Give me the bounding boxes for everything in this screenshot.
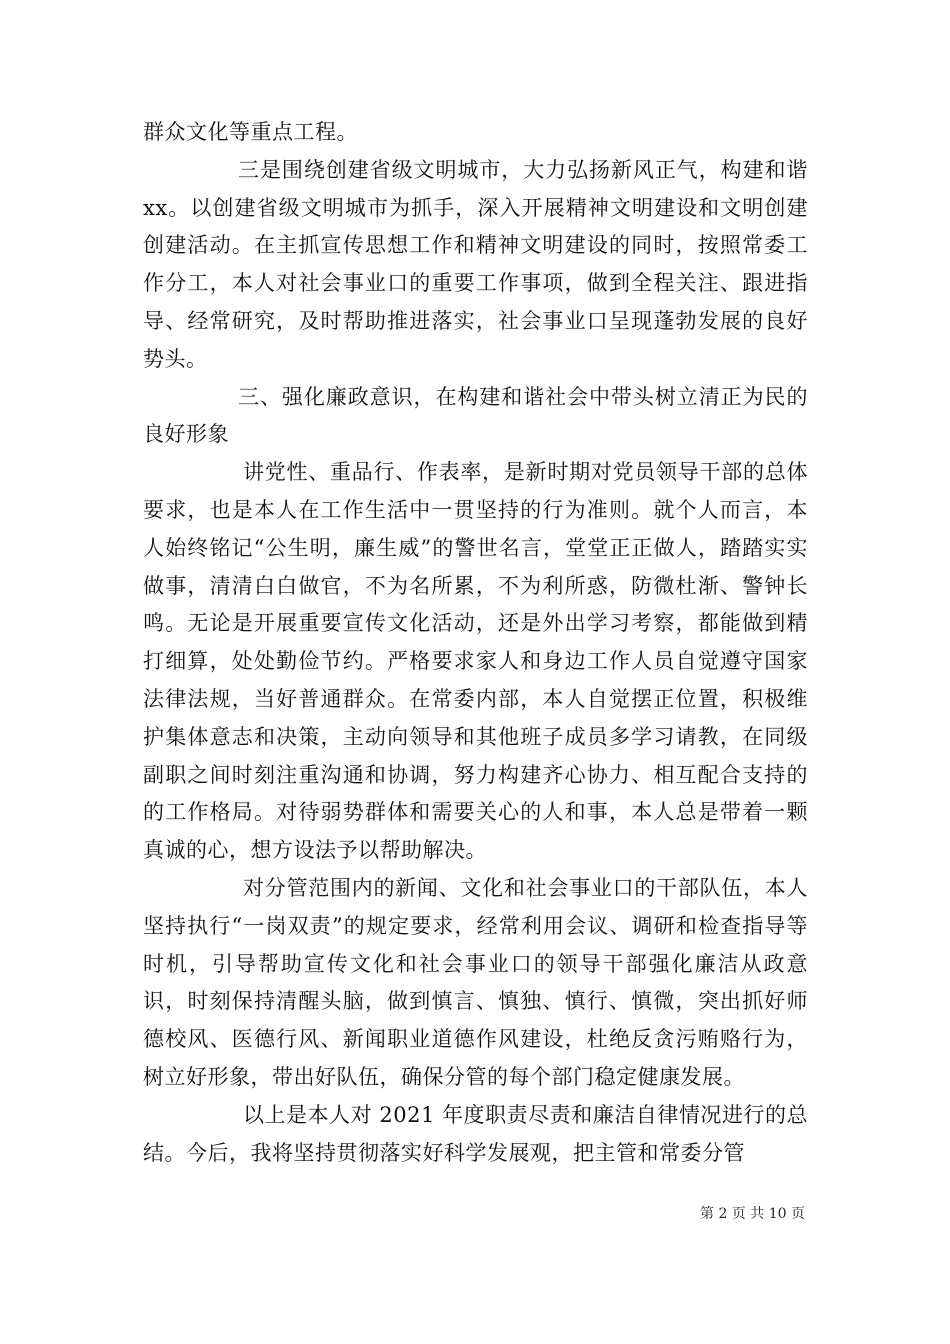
paragraph-civilized-city: 三是围绕创建省级文明城市，大力弘扬新风正气，构建和谐 xx。以创建省级文明城市为抓手，深入开展精神文明建设和文明创建创建活动。在主抓宣传思想工作和精神文明建设的同时，按照常委工作分工，本人对社会事业口的重要工作事项，做到全程关注、跟进指导、经常研究，及时帮助推进落实，社会事业口呈现蓬勃发展的良好势头。: [143, 157, 808, 371]
paragraph-party-conduct: 讲党性、重品行、作表率，是新时期对党员领导干部的总体要求，也是本人在工作生活中一贯坚持的行为准则。就个人而言，本人始终铭记“公生明，廉生威”的警世名言，堂堂正正做人，踏踏实实做事，清清白白做官，不为名所累，不为利所惑，防微杜渐、警钟长鸣。无论是开展重要宣传文化活动，还是外出学习考察，都能做到精打细算，处处勤俭节约。严格要求家人和身边工作人员自觉遵守国家法律法规，当好普通群众。在常委内部，本人自觉摆正位置，积极维护集体意志和决策，主动向领导和其他班子成员多学习请教，在同级副职之间时刻注重沟通和协调，努力构建齐心协力、相互配合支持的的工作格局。对待弱势群体和需要关心的人和事，本人总是带着一颗真诚的心，想方设法予以帮助解决。: [143, 460, 808, 863]
page-number: 第 2 页 共 10 页: [700, 1206, 805, 1222]
paragraph-continuation: 群众文化等重点工程。: [143, 120, 358, 144]
paragraph-cadre-team: 对分管范围内的新闻、文化和社会事业口的干部队伍，本人坚持执行“一岗双责”的规定要求，经常利用会议、调研和检查指导等时机，引导帮助宣传文化和社会事业口的领导干部强化廉洁从政意识，时刻保持清醒头脑，做到慎言、慎独、慎行、慎微，突出抓好师德校风、医德行风、新闻职业道德作风建设，杜绝反贪污贿赂行为，树立好形象，带出好队伍，确保分管的每个部门稳定健康发展。: [143, 875, 808, 1089]
document-body: [143, 114, 808, 1172]
section-heading-integrity: 三、强化廉政意识，在构建和谐社会中带头树立清正为民的良好形象: [143, 384, 808, 447]
paragraph-summary: 以上是本人对 2021 年度职责尽责和廉洁自律情况进行的总结。今后，我将坚持贯彻落实好科学发展观，把主管和常委分管: [143, 1102, 808, 1165]
